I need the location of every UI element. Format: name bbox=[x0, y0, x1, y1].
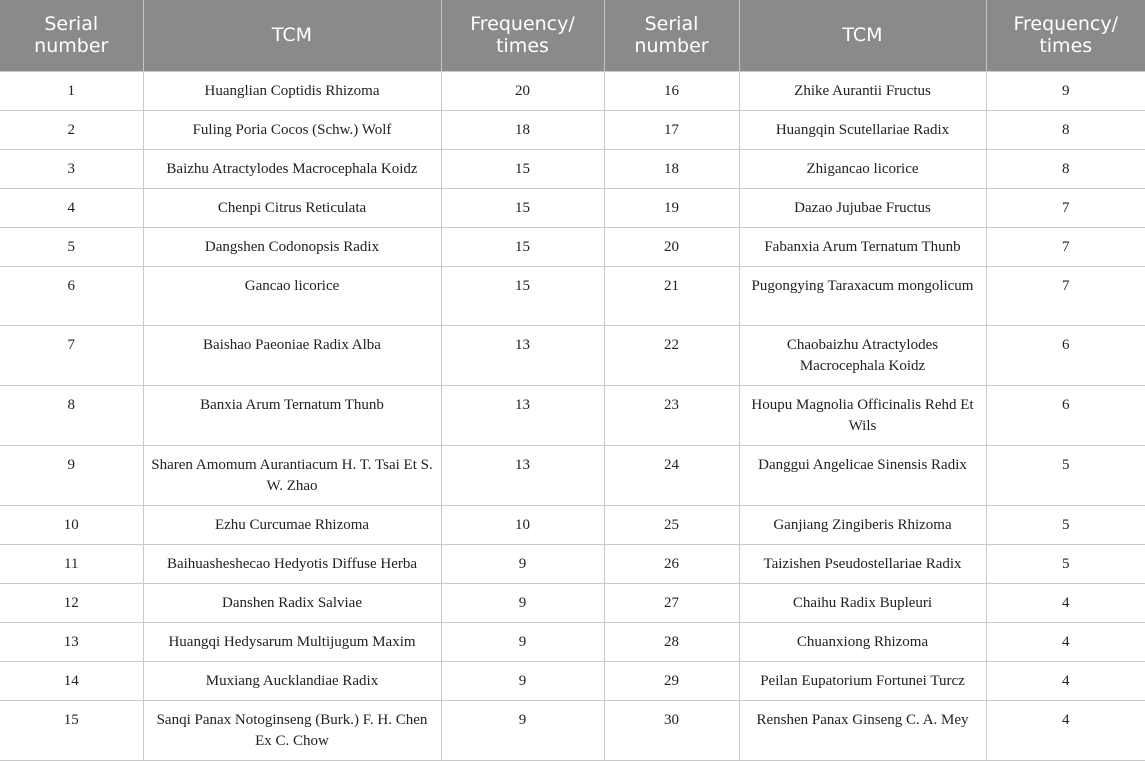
serial-number-cell: 21 bbox=[604, 266, 739, 325]
tcm-name-cell: Baihuasheshecao Hedyotis Diffuse Herba bbox=[143, 544, 441, 583]
frequency-cell: 7 bbox=[986, 227, 1145, 266]
table-body bbox=[0, 71, 1145, 760]
serial-number-cell: 3 bbox=[0, 149, 143, 188]
serial-number-cell: 19 bbox=[604, 188, 739, 227]
serial-number-cell: 4 bbox=[0, 188, 143, 227]
tcm-name-cell: Sanqi Panax Notoginseng (Burk.) F. H. Chen Ex C. Chow bbox=[143, 700, 441, 760]
serial-number-cell: 27 bbox=[604, 583, 739, 622]
serial-number-cell: 22 bbox=[604, 325, 739, 385]
frequency-cell: 4 bbox=[986, 622, 1145, 661]
frequency-cell: 15 bbox=[441, 227, 604, 266]
tcm-name-cell: Pugongying Taraxacum mongolicum bbox=[739, 266, 986, 325]
table-row bbox=[0, 266, 1145, 325]
header-serial-number-line-1: Serial bbox=[44, 13, 99, 36]
tcm-name-cell: Chaobaizhu Atractylodes Macrocephala Koidz bbox=[739, 325, 986, 385]
tcm-name-cell: Ezhu Curcumae Rhizoma bbox=[143, 505, 441, 544]
table-row bbox=[0, 544, 1145, 583]
table-row bbox=[0, 110, 1145, 149]
frequency-cell: 9 bbox=[441, 700, 604, 760]
serial-number-cell: 15 bbox=[0, 700, 143, 760]
frequency-cell: 9 bbox=[441, 544, 604, 583]
tcm-name-cell: Chenpi Citrus Reticulata bbox=[143, 188, 441, 227]
table-row bbox=[0, 71, 1145, 110]
serial-number-cell: 20 bbox=[604, 227, 739, 266]
frequency-cell: 9 bbox=[986, 71, 1145, 110]
tcm-name-cell: Huangqi Hedysarum Multijugum Maxim bbox=[143, 622, 441, 661]
header-frequency-line-1: Frequency/ bbox=[1013, 13, 1119, 36]
serial-number-cell: 2 bbox=[0, 110, 143, 149]
header-frequency bbox=[986, 0, 1145, 71]
serial-number-cell: 16 bbox=[604, 71, 739, 110]
table-row bbox=[0, 227, 1145, 266]
serial-number-cell: 14 bbox=[0, 661, 143, 700]
tcm-name-cell: Fabanxia Arum Ternatum Thunb bbox=[739, 227, 986, 266]
frequency-cell: 13 bbox=[441, 325, 604, 385]
frequency-cell: 4 bbox=[986, 661, 1145, 700]
table-row bbox=[0, 149, 1145, 188]
table-row bbox=[0, 583, 1145, 622]
serial-number-cell: 26 bbox=[604, 544, 739, 583]
frequency-cell: 20 bbox=[441, 71, 604, 110]
header-frequency-line-1: Frequency/ bbox=[470, 13, 575, 36]
tcm-name-cell: Huanglian Coptidis Rhizoma bbox=[143, 71, 441, 110]
table-row bbox=[0, 622, 1145, 661]
serial-number-cell: 25 bbox=[604, 505, 739, 544]
serial-number-cell: 18 bbox=[604, 149, 739, 188]
header-frequency-line-2: times bbox=[1039, 35, 1093, 58]
tcm-name-cell: Danshen Radix Salviae bbox=[143, 583, 441, 622]
frequency-cell: 6 bbox=[986, 385, 1145, 445]
frequency-cell: 7 bbox=[986, 188, 1145, 227]
tcm-name-cell: Danggui Angelicae Sinensis Radix bbox=[739, 445, 986, 505]
frequency-cell: 8 bbox=[986, 110, 1145, 149]
serial-number-cell: 29 bbox=[604, 661, 739, 700]
tcm-name-cell: Muxiang Aucklandiae Radix bbox=[143, 661, 441, 700]
tcm-name-cell: Dangshen Codonopsis Radix bbox=[143, 227, 441, 266]
tcm-name-cell: Taizishen Pseudostellariae Radix bbox=[739, 544, 986, 583]
tcm-name-cell: Sharen Amomum Aurantiacum H. T. Tsai Et S. W. Zhao bbox=[143, 445, 441, 505]
header-serial-number bbox=[604, 0, 739, 71]
tcm-name-cell: Banxia Arum Ternatum Thunb bbox=[143, 385, 441, 445]
frequency-cell: 13 bbox=[441, 445, 604, 505]
table-row bbox=[0, 445, 1145, 505]
serial-number-cell: 30 bbox=[604, 700, 739, 760]
tcm-name-cell: Chuanxiong Rhizoma bbox=[739, 622, 986, 661]
header-frequency-line-2: times bbox=[496, 35, 549, 58]
tcm-name-cell: Renshen Panax Ginseng C. A. Mey bbox=[739, 700, 986, 760]
header-tcm: TCM bbox=[739, 0, 986, 71]
table-row bbox=[0, 661, 1145, 700]
serial-number-cell: 11 bbox=[0, 544, 143, 583]
table-row bbox=[0, 700, 1145, 760]
serial-number-cell: 12 bbox=[0, 583, 143, 622]
frequency-cell: 4 bbox=[986, 700, 1145, 760]
header-row bbox=[0, 0, 1145, 71]
header-serial-number-line-2: number bbox=[34, 35, 109, 58]
table-row bbox=[0, 188, 1145, 227]
header-serial-number bbox=[0, 0, 143, 71]
table-row bbox=[0, 385, 1145, 445]
frequency-cell: 9 bbox=[441, 661, 604, 700]
tcm-name-cell: Peilan Eupatorium Fortunei Turcz bbox=[739, 661, 986, 700]
tcm-name-cell: Fuling Poria Cocos (Schw.) Wolf bbox=[143, 110, 441, 149]
frequency-cell: 8 bbox=[986, 149, 1145, 188]
tcm-name-cell: Ganjiang Zingiberis Rhizoma bbox=[739, 505, 986, 544]
tcm-name-cell: Gancao licorice bbox=[143, 266, 441, 325]
header-tcm: TCM bbox=[143, 0, 441, 71]
serial-number-cell: 17 bbox=[604, 110, 739, 149]
serial-number-cell: 13 bbox=[0, 622, 143, 661]
serial-number-cell: 28 bbox=[604, 622, 739, 661]
serial-number-cell: 8 bbox=[0, 385, 143, 445]
frequency-cell: 5 bbox=[986, 544, 1145, 583]
frequency-cell: 15 bbox=[441, 149, 604, 188]
header-serial-number-line-2: number bbox=[634, 35, 709, 58]
serial-number-cell: 6 bbox=[0, 266, 143, 325]
serial-number-cell: 10 bbox=[0, 505, 143, 544]
serial-number-cell: 24 bbox=[604, 445, 739, 505]
table-row bbox=[0, 325, 1145, 385]
frequency-cell: 4 bbox=[986, 583, 1145, 622]
tcm-name-cell: Chaihu Radix Bupleuri bbox=[739, 583, 986, 622]
frequency-cell: 15 bbox=[441, 188, 604, 227]
tcm-name-cell: Baizhu Atractylodes Macrocephala Koidz bbox=[143, 149, 441, 188]
tcm-name-cell: Dazao Jujubae Fructus bbox=[739, 188, 986, 227]
tcm-name-cell: Zhigancao licorice bbox=[739, 149, 986, 188]
serial-number-cell: 9 bbox=[0, 445, 143, 505]
serial-number-cell: 23 bbox=[604, 385, 739, 445]
frequency-cell: 18 bbox=[441, 110, 604, 149]
frequency-cell: 9 bbox=[441, 583, 604, 622]
serial-number-cell: 5 bbox=[0, 227, 143, 266]
tcm-name-cell: Zhike Aurantii Fructus bbox=[739, 71, 986, 110]
tcm-name-cell: Houpu Magnolia Officinalis Rehd Et Wils bbox=[739, 385, 986, 445]
tcm-name-cell: Huangqin Scutellariae Radix bbox=[739, 110, 986, 149]
table-row bbox=[0, 505, 1145, 544]
serial-number-cell: 7 bbox=[0, 325, 143, 385]
frequency-cell: 5 bbox=[986, 505, 1145, 544]
frequency-cell: 5 bbox=[986, 445, 1145, 505]
header-frequency bbox=[441, 0, 604, 71]
header-serial-number-line-1: Serial bbox=[644, 13, 699, 36]
frequency-cell: 7 bbox=[986, 266, 1145, 325]
frequency-cell: 9 bbox=[441, 622, 604, 661]
tcm-name-cell: Baishao Paeoniae Radix Alba bbox=[143, 325, 441, 385]
frequency-cell: 6 bbox=[986, 325, 1145, 385]
frequency-cell: 10 bbox=[441, 505, 604, 544]
frequency-cell: 13 bbox=[441, 385, 604, 445]
serial-number-cell: 1 bbox=[0, 71, 143, 110]
frequency-cell: 15 bbox=[441, 266, 604, 325]
